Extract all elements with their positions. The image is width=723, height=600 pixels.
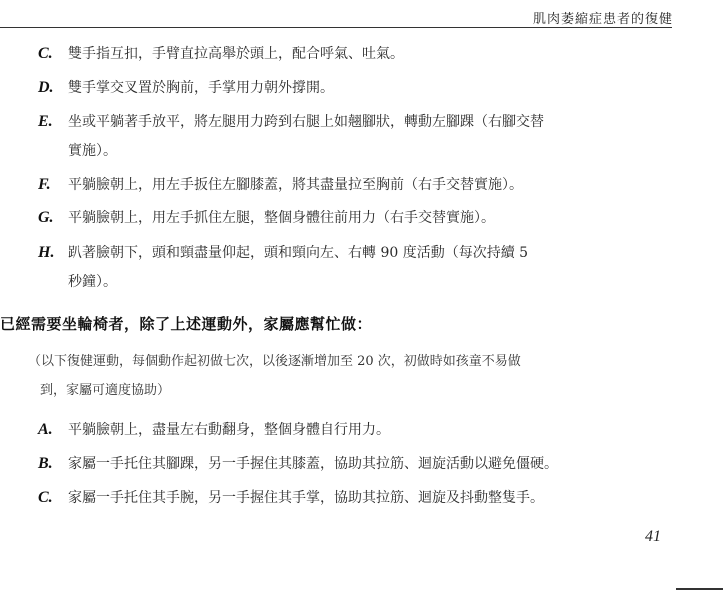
list-item-d: [38, 73, 668, 103]
list-item-g: [38, 203, 668, 233]
item-text: 雙手指互扣，手臂直拉高舉於頭上，配合呼氣、吐氣。: [68, 46, 404, 62]
list-item-b: [38, 449, 668, 479]
item-letter: A.: [38, 421, 53, 438]
item-text: 平躺臉朝上，盡量左右動翻身，整個身體自行用力。: [68, 422, 390, 438]
list-item-f: [38, 170, 668, 200]
item-letter: C.: [38, 45, 53, 62]
section-heading: 已經需要坐輪椅者，除了上述運動外，家屬應幫忙做：: [0, 315, 373, 333]
item-text-continued: 實施）。: [68, 143, 117, 159]
item-letter: D.: [38, 79, 54, 96]
exercise-note: [28, 347, 668, 405]
list-item-a: [38, 415, 668, 445]
running-header: 肌肉萎縮症患者的復健: [532, 12, 673, 27]
list-item-e: [38, 107, 668, 166]
item-letter: B.: [38, 455, 53, 472]
item-text: 家屬一手托住其腳踝，另一手握住其膝蓋，協助其拉筋、迴旋活動以避免僵硬。: [68, 456, 558, 472]
list-item-h: [38, 238, 668, 297]
page-number: 41: [645, 528, 661, 545]
note-line: （以下復健運動，每個動作起初做七次，以後逐漸增加至 20 次，初做時如孩童不易做: [28, 354, 521, 369]
note-line-continued: 到，家屬可適度協助）: [40, 383, 171, 398]
item-letter: E.: [38, 113, 53, 130]
item-text: 雙手掌交叉置於胸前，手掌用力朝外撐開。: [68, 80, 334, 96]
list-item-c2: [38, 483, 668, 513]
header-rule: [0, 27, 672, 28]
list-item-c: [38, 39, 668, 69]
item-text: 家屬一手托住其手腕，另一手握住其手掌，協助其拉筋、迴旋及抖動整隻手。: [68, 490, 544, 506]
item-text: 平躺臉朝上，用左手抓住左腿，整個身體往前用力（右手交替實施）。: [68, 210, 495, 226]
corner-rule: [676, 588, 723, 590]
item-letter: F.: [38, 176, 51, 193]
item-letter: G.: [38, 209, 54, 226]
item-text-continued: 秒鐘）。: [68, 274, 117, 290]
item-text: 坐或平躺著手放平，將左腿用力跨到右腿上如翹腳狀，轉動左腳踝（右腳交替: [68, 114, 544, 130]
item-letter: C.: [38, 489, 53, 506]
item-text: 趴著臉朝下，頭和頸盡量仰起，頭和頸向左、右轉 90 度活動（每次持續 5: [68, 245, 529, 261]
item-text: 平躺臉朝上，用左手扳住左腳膝蓋，將其盡量拉至胸前（右手交替實施）。: [68, 177, 523, 193]
item-letter: H.: [38, 244, 55, 261]
